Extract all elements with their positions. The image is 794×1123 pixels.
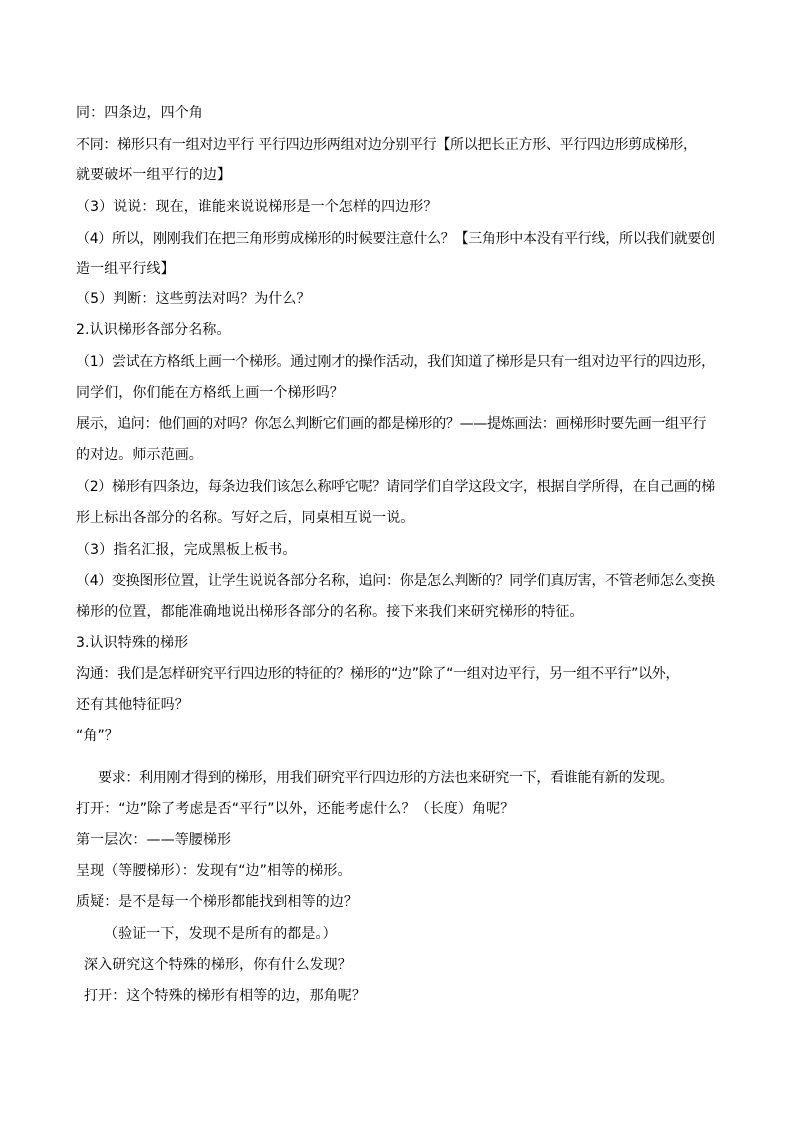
text-line: 就要破坏一组平行的边】 xyxy=(76,167,232,183)
text-line: 展示，追问：他们画的对吗？你怎么判断它们画的都是梯形的？——提炼画法：画梯形时要先画一组平行 xyxy=(76,416,707,432)
text-line: 第一层次：——等腰梯形 xyxy=(76,832,232,848)
section-heading: 3.认识特殊的梯形 xyxy=(76,635,189,651)
text-line: （1）尝试在方格纸上画一个梯形。通过刚才的操作活动，我们知道了梯形是只有一组对边平行的四边形， xyxy=(76,354,715,370)
text-line: 深入研究这个特殊的梯形，你有什么发现？ xyxy=(84,957,352,973)
text-line: （验证一下，发现不是所有的都是。） xyxy=(104,926,337,942)
text-line: 还有其他特征吗？ xyxy=(76,697,189,713)
text-line: （5）判断：这些剪法对吗？为什么？ xyxy=(76,291,311,307)
text-line: 同：四条边，四个角 xyxy=(76,105,203,121)
text-line: （3）指名汇报，完成黑板上板书。 xyxy=(76,542,297,558)
text-line: 打开：这个特殊的梯形有相等的边，那角呢？ xyxy=(84,988,366,1004)
text-line: 梯形的位置，都能准确地说出梯形各部分的名称。接下来我们来研究梯形的特征。 xyxy=(76,604,584,620)
text-line: 的对边。师示范画。 xyxy=(76,447,203,463)
text-line: “角”？ xyxy=(76,728,119,744)
text-line: 不同：梯形只有一组对边平行 平行四边形两组对边分别平行【所以把长正方形、平行四边形剪成梯形， xyxy=(76,137,697,153)
text-line: （4）变换图形位置，让学生说说各部分名称，追问：你是怎么判断的？同学们真厉害，不管老师怎么变换 xyxy=(76,573,715,589)
text-line: 形上标出各部分的名称。写好之后，同桌相互说一说。 xyxy=(76,510,415,526)
text-line: 呈现（等腰梯形）：发现有“边”相等的梯形。 xyxy=(76,863,352,879)
section-heading: 2.认识梯形各部分名称。 xyxy=(76,322,231,338)
text-line: 同学们，你们能在方格纸上画一个梯形吗？ xyxy=(76,385,344,401)
text-line: （2）梯形有四条边，每条边我们该怎么称呼它呢？请同学们自学这段文字，根据自学所得，在自己画的梯 xyxy=(76,479,715,495)
text-line: 造一组平行线】 xyxy=(76,261,175,277)
text-line: 要求：利用刚才得到的梯形，用我们研究平行四边形的方法也来研究一下，看谁能有新的发现。 xyxy=(98,770,674,786)
text-line: 沟通：我们是怎样研究平行四边形的特征的？梯形的“边”除了“一组对边平行，另一组不平行”以外， xyxy=(76,666,680,682)
text-line: 质疑：是不是每一个梯形都能找到相等的边？ xyxy=(76,894,358,910)
text-line: 打开：“边”除了考虑是否“平行”以外，还能考虑什么？（长度）角呢？ xyxy=(76,801,515,817)
text-line: （4）所以，刚刚我们在把三角形剪成梯形的时候要注意什么？【三角形中本没有平行线，所以我们就要创 xyxy=(76,231,715,247)
text-line: （3）说说：现在，谁能来说说梯形是一个怎样的四边形？ xyxy=(76,199,438,215)
